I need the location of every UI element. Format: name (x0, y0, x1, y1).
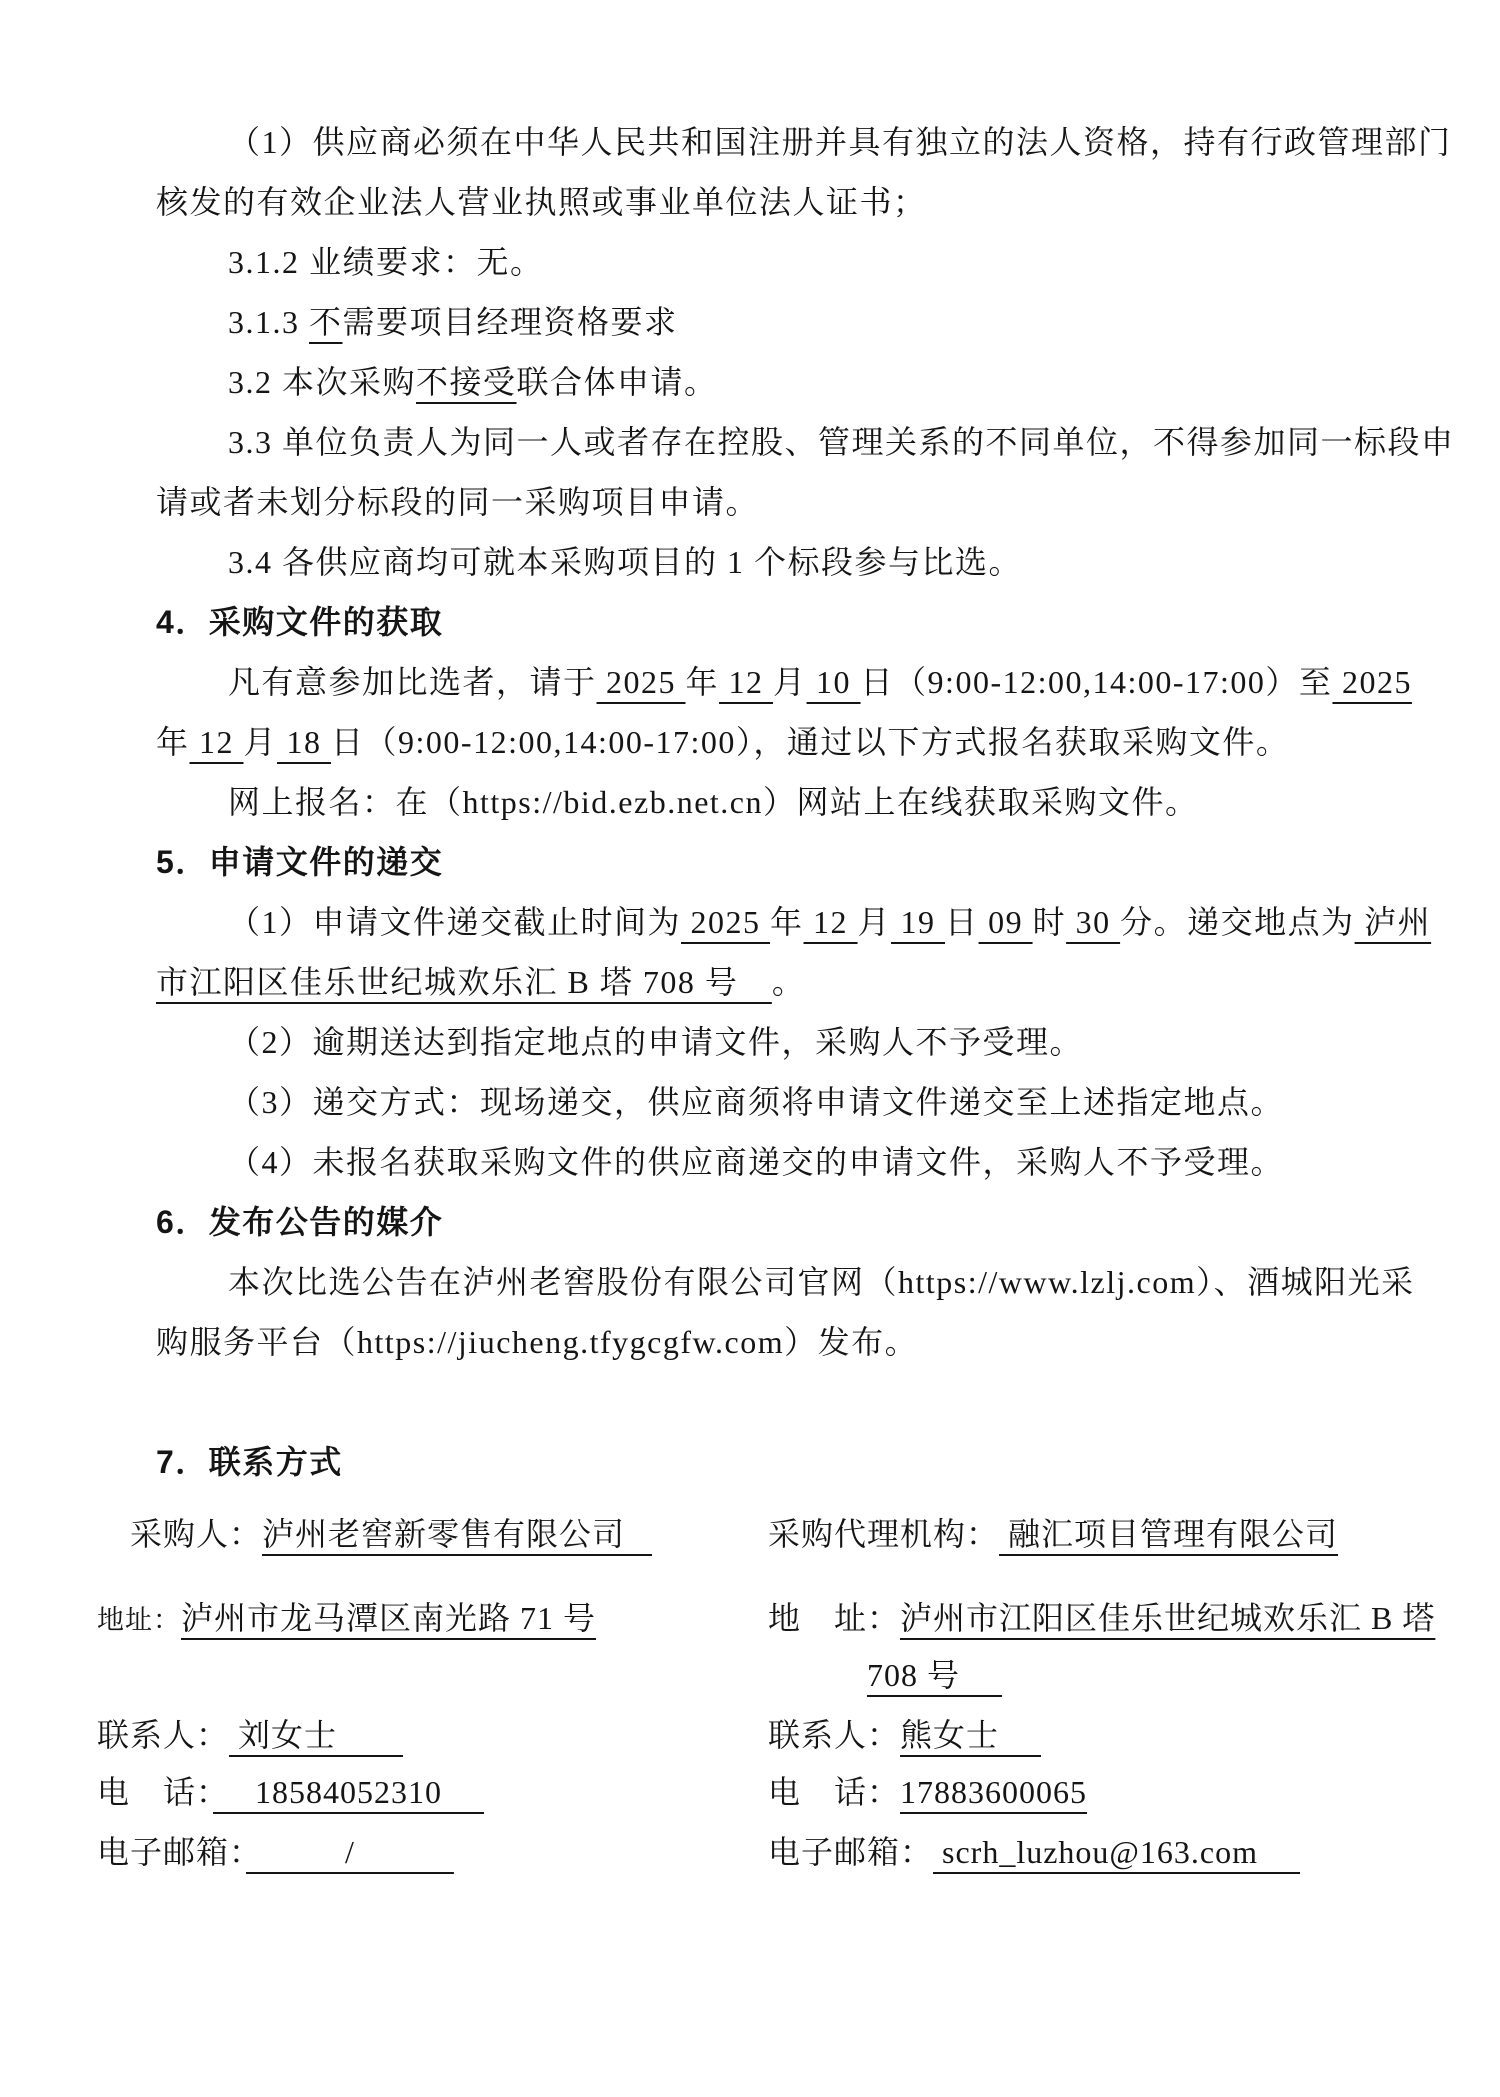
agency-address-row (768, 1590, 1435, 1707)
buyer-contact-value: 刘女士 (229, 1717, 404, 1753)
agency-address-line2 (768, 1647, 1435, 1704)
underlined-minute-value: 30 (1066, 904, 1121, 940)
buyer-address-value: 泸州市龙马潭区南光路 71 号 (181, 1600, 597, 1636)
agency-address-value-line1: 泸州市江阳区佳乐世纪城欢乐汇 B 塔 (900, 1600, 1436, 1636)
agency-phone-label: 电 话： (768, 1774, 901, 1810)
underlined-year-value: 2025 (681, 904, 771, 940)
buyer-name-value: 泸州老窖新零售有限公司 (262, 1516, 653, 1552)
section-heading-4-document-acquisition: 4．采购文件的获取 (156, 604, 444, 640)
agency-contact-value: 熊女士 (900, 1717, 1042, 1753)
buyer-label: 采购人： (130, 1516, 263, 1552)
para-5-1-deadline-line2 (156, 952, 1400, 1012)
underlined-day-value: 18 (277, 724, 332, 760)
underlined-hour-value: 09 (978, 904, 1033, 940)
text-run: 日 (945, 904, 979, 940)
para-3-3-same-person-line1: 3.3 单位负责人为同一人或者存在控股、管理关系的不同单位，不得参加同一标段申 (228, 424, 1455, 460)
agency-name-row (768, 1506, 1435, 1590)
para-5-1-deadline-line1 (156, 892, 1432, 952)
buyer-address-label: 地址： (97, 1605, 181, 1635)
para-5-2-late-submission: （2）逾期送达到指定地点的申请文件，采购人不予受理。 (228, 1024, 1084, 1060)
text-run: 日（9:00-12:00,14:00-17:00）至 (860, 664, 1333, 700)
text-run: 日（9:00-12:00,14:00-17:00），通过以下方式报名获取采购文件。 (331, 724, 1290, 760)
para-3-1-2-performance-requirement: 3.1.2 业绩要求：无。 (228, 244, 544, 280)
underlined-month-value: 12 (719, 664, 774, 700)
contact-info-section (97, 1506, 1436, 1881)
buyer-phone-row (97, 1764, 768, 1824)
text-run: 时 (1032, 904, 1067, 940)
para-4-online-registration: 网上报名：在（https://bid.ezb.net.cn）网站上在线获取采购文件。 (228, 784, 1199, 820)
buyer-contact-row (97, 1707, 768, 1764)
agency-email-label: 电子邮箱： (768, 1834, 934, 1870)
para-3-1-3-pm-requirement (156, 292, 1400, 352)
buyer-email-value: / (246, 1834, 454, 1870)
buyer-phone-value: 18584052310 (213, 1774, 485, 1810)
buyer-contact-label: 联系人： (97, 1717, 230, 1753)
text-run: 月 (773, 664, 807, 700)
underlined-text-run: 不接受 (416, 364, 517, 400)
underlined-year-value: 2025 (596, 664, 686, 700)
para-3-2-no-consortium (156, 352, 1400, 412)
para-3-3-same-person-line2: 请或者未划分标段的同一采购项目申请。 (156, 484, 760, 520)
agency-contact-row (768, 1707, 1435, 1764)
text-run: 月 (857, 904, 892, 940)
agency-phone-row (768, 1764, 1435, 1824)
buyer-email-row (97, 1824, 768, 1881)
text-run: 需要项目经理资格要求 (342, 304, 678, 340)
para-6-announcement-line1: 本次比选公告在泸州老窖股份有限公司官网（https://www.lzlj.com）、酒城阳光采 (228, 1264, 1415, 1300)
agency-email-row (768, 1824, 1435, 1881)
text-run: 。 (771, 964, 806, 1000)
para-supplier-qualification-line1: （1）供应商必须在中华人民共和国注册并具有独立的法人资格，持有行政管理部门 (228, 124, 1452, 160)
text-run: （1）申请文件递交截止时间为 (228, 904, 682, 940)
para-supplier-qualification-line2: 核发的有效企业法人营业执照或事业单位法人证书； (156, 184, 927, 220)
agency-address-label: 地 址： (768, 1600, 901, 1636)
agency-email-value: scrh_luzhou@163.com (933, 1834, 1300, 1870)
text-run: 年 (685, 664, 720, 700)
para-4-registration-period-line2 (156, 712, 1400, 772)
text-run: 3.1.3 (228, 304, 309, 340)
agency-label: 采购代理机构： (768, 1516, 1000, 1552)
para-4-registration-period-line1 (156, 652, 1412, 712)
underlined-text-run: 不 (309, 304, 343, 340)
agency-contact-label: 联系人： (768, 1717, 901, 1753)
underlined-address-value: 泸州 (1354, 904, 1432, 940)
text-run: 月 (243, 724, 278, 760)
underlined-day-value: 19 (891, 904, 946, 940)
para-3-4-one-lot: 3.4 各供应商均可就本采购项目的 1 个标段参与比选。 (228, 544, 1023, 580)
para-5-3-submission-method: （3）递交方式：现场递交，供应商须将申请文件递交至上述指定地点。 (228, 1084, 1285, 1120)
agency-address-value-line2: 708 号 (867, 1657, 1003, 1693)
text-run: 3.2 本次采购 (228, 364, 417, 400)
agency-name-value: 融汇项目管理有限公司 (999, 1516, 1339, 1552)
text-run: 年 (156, 724, 190, 760)
text-run: 分。递交地点为 (1120, 904, 1355, 940)
section-heading-6-announcement-media: 6．发布公告的媒介 (156, 1204, 444, 1240)
underlined-month-value: 12 (803, 904, 858, 940)
agency-phone-value: 17883600065 (900, 1774, 1088, 1810)
underlined-month-value: 12 (189, 724, 244, 760)
buyer-name-row (97, 1506, 768, 1590)
para-6-announcement-line2: 购服务平台（https://jiucheng.tfygcgfw.com）发布。 (156, 1324, 919, 1360)
section-heading-5-document-submission: 5．申请文件的递交 (156, 844, 444, 880)
text-run: 联合体申请。 (516, 364, 718, 400)
underlined-day-value: 10 (806, 664, 861, 700)
underlined-address-value: 市江阳区佳乐世纪城欢乐汇 B 塔 708 号 (156, 964, 772, 1000)
para-5-4-unregistered-supplier: （4）未报名获取采购文件的供应商递交的申请文件，采购人不予受理。 (228, 1144, 1285, 1180)
underlined-year-value: 2025 (1332, 664, 1412, 700)
section-heading-7-contact-info: 7．联系方式 (156, 1444, 343, 1480)
buyer-email-label: 电子邮箱： (97, 1834, 247, 1870)
buyer-phone-label: 电 话： (97, 1774, 214, 1810)
buyer-address-row (97, 1590, 768, 1707)
text-run: 年 (770, 904, 804, 940)
text-run: 凡有意参加比选者，请于 (228, 664, 597, 700)
